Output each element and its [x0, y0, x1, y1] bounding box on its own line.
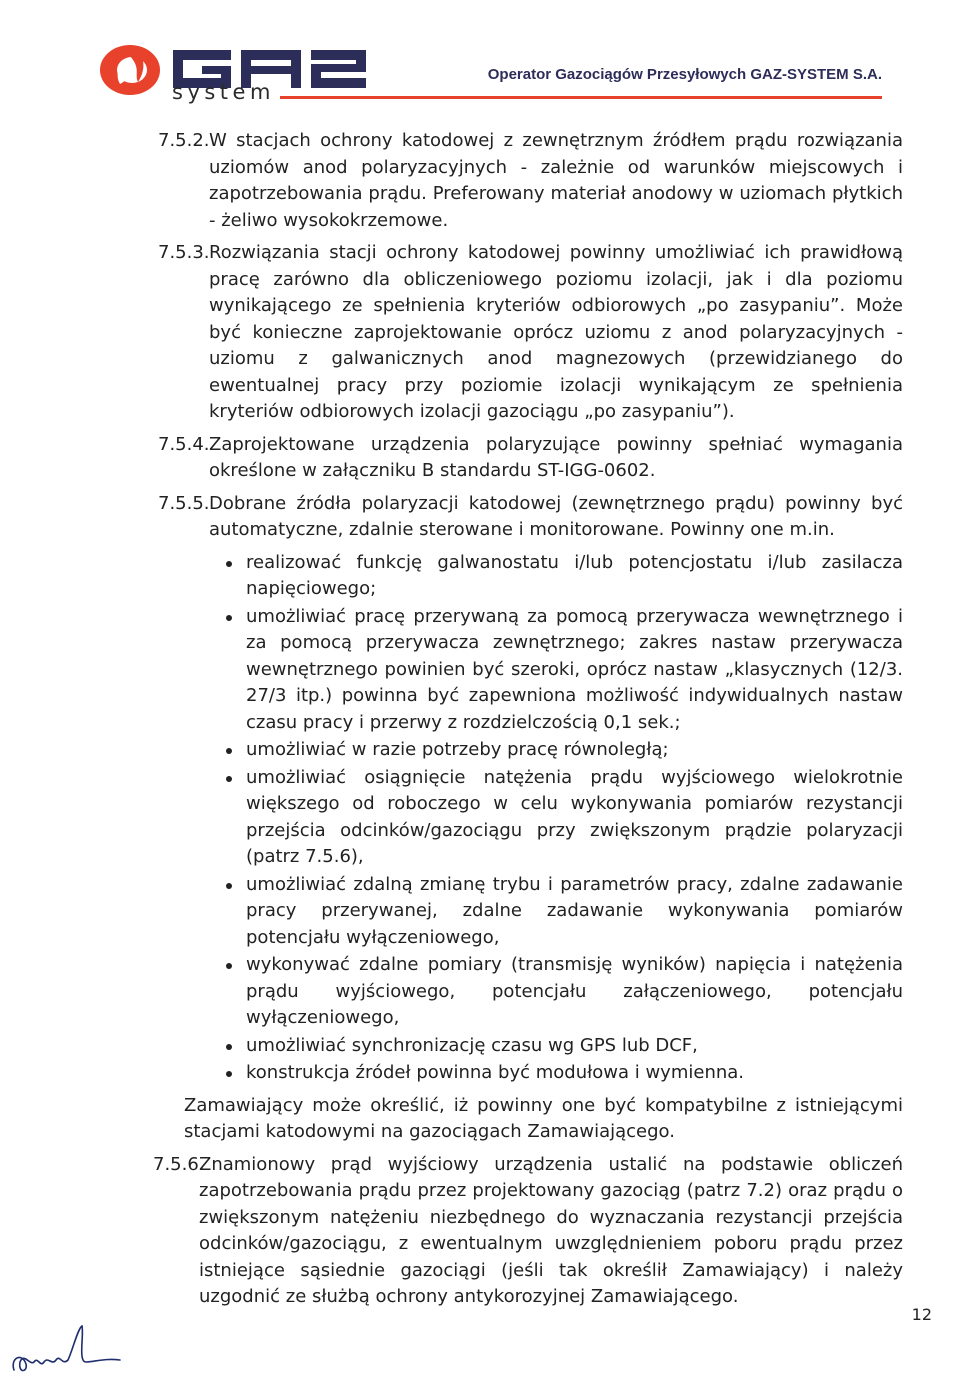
list-item: umożliwiać zdalną zmianę trybu i parametrów pracy, zdalne zadawanie pracy przerywanej, zdalne zadawanie wykonywania pomiarów potencjału wyłączeniowego,	[246, 872, 903, 952]
section-7-5-6	[153, 1152, 903, 1311]
section-text: Dobrane źródła polaryzacji katodowej (zewnętrznego prądu) powinny być automatyczne, zdalnie sterowane i monitorowane. Powinny one m.in.	[209, 492, 903, 540]
section-7-5-3	[158, 240, 903, 426]
section-text: W stacjach ochrony katodowej z zewnętrznym źródłem prądu rozwiązania uziomów anod polaryzacyjnych - zależnie od warunków miejscowych i zapotrzebowania prądu. Preferowany materiał anodowy w uziomach płytkich - żeliwo wysokokrzemowe.	[209, 130, 903, 231]
section-text: Zaprojektowane urządzenia polaryzujące powinny spełniać wymagania określone w załączniku B standardu ST-IGG-0602.	[209, 433, 903, 481]
section-7-5-2	[158, 128, 903, 234]
handwritten-signature-icon	[8, 1322, 128, 1378]
section-text: Znamionowy prąd wyjściowy urządzenia ustalić na podstawie obliczeń zapotrzebowania prądu przez projektowany gazociąg (patrz 7.2) oraz prądu o zwiększonym natężeniu niezbędnego do wyznaczania rezystancji przejścia odcinków/gazociągu, z ewentualnym uwzględnieniem poboru prądu przez istniejące sąsiednie gazociągi (jeśli tak określił Zamawiający) i należy uzgodnić ze służbą ochrony antykorozyjnej Zamawiającego.	[199, 1153, 903, 1307]
list-item: umożliwiać synchronizację czasu wg GPS lub DCF,	[246, 1033, 903, 1060]
section-7-5-4	[158, 432, 903, 485]
section-number: 7.5.3.	[158, 242, 210, 263]
requirements-list	[158, 550, 903, 1087]
page-number: 12	[911, 1305, 932, 1324]
header-divider	[280, 96, 882, 99]
document-body	[153, 128, 903, 1317]
list-item: umożliwiać w razie potrzeby pracę równoległą;	[246, 737, 903, 764]
list-item: umożliwiać pracę przerywaną za pomocą przerywacza wewnętrznego i za pomocą przerywacza zewnętrznego; zakres nastaw przerywacza wewnętrznego powinien być szeroki, oprócz nastaw „klasycznych (12/3. 27/3 itp.) powinna być zapewniona możliwość indywidualnych nastaw czasu pracy i przerwy z rozdzielczością 0,1 sek.;	[246, 604, 903, 737]
list-item: realizować funkcję galwanostatu i/lub potencjostatu i/lub zasilacza napięciowego;	[246, 550, 903, 603]
section-text: Rozwiązania stacji ochrony katodowej powinny umożliwiać ich prawidłową pracę zarówno dla obliczeniowego poziomu izolacji, jak i dla poziomu wynikającego ze spełnienia kryteriów odbiorowych „po zasypaniu”. Może być konieczne zaprojektowanie oprócz uziomu z anod polaryzacyjnych - uziomu z galwanicznych anod magnezowych (przewidzianego do ewentualnej pracy przy poziomie izolacji wynikającym ze spełnienia kryteriów odbiorowych izolacji gazociągu „po zasypaniu”).	[209, 242, 903, 422]
section-number: 7.5.4.	[158, 433, 210, 455]
list-item: konstrukcja źródeł powinna być modułowa i wymienna.	[246, 1060, 903, 1087]
compatibility-paragraph: Zamawiający może określić, iż powinny one być kompatybilne z istniejącymi stacjami katodowymi na gazociągach Zamawiającego.	[184, 1094, 903, 1142]
section-number: 7.5.6.	[153, 1153, 205, 1175]
section-7-5-5	[158, 491, 903, 544]
section-number: 7.5.5.	[158, 492, 210, 514]
list-item: wykonywać zdalne pomiary (transmisję wyników) napięcia i natężenia prądu wyjściowego, potencjału załączeniowego, potencjału wyłączeniowego,	[246, 952, 903, 1032]
gaz-system-logo	[98, 40, 368, 110]
section-number: 7.5.2.	[158, 130, 210, 151]
list-item: umożliwiać osiągnięcie natężenia prądu wyjściowego wielokrotnie większego od roboczego w celu wykonywania pomiarów rezystancji przejścia odcinków/gazociągu przy zwiększonym prądzie polaryzacji (patrz 7.5.6),	[246, 765, 903, 871]
logo-subtitle: system	[172, 80, 275, 104]
company-name: Operator Gazociągów Przesyłowych GAZ-SYSTEM S.A.	[487, 66, 882, 83]
